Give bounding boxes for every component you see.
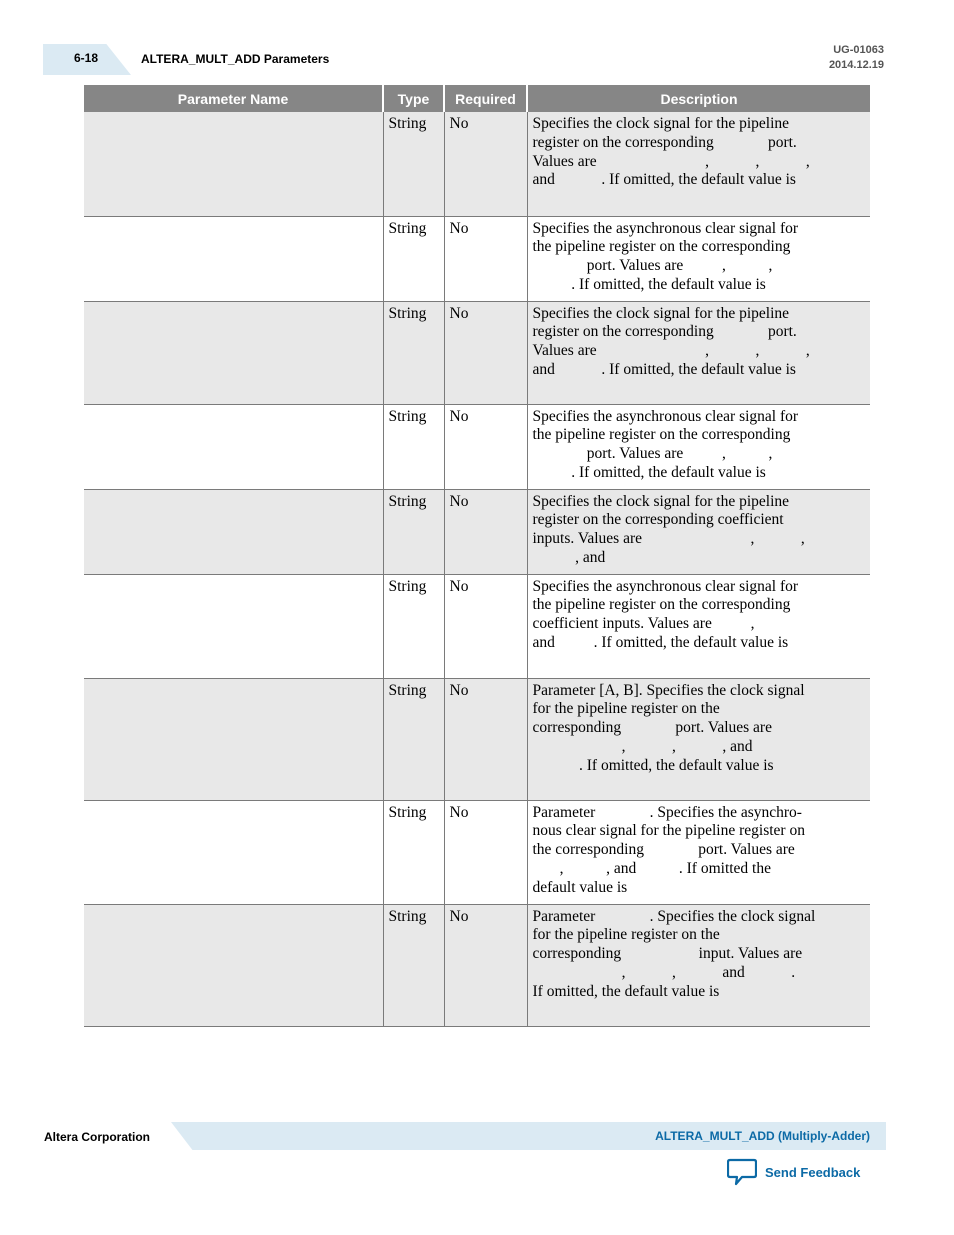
description-cell [527,904,870,1026]
description-line: and . If omitted, the default value is [532,171,796,189]
send-feedback-link[interactable] [727,1157,860,1187]
table-row [84,489,870,574]
parameter-name-cell [84,112,383,216]
description-line: register on the corresponding coefficient [532,511,784,529]
parameter-name-cell [84,574,383,678]
description-line: Parameter [A, B]. Specifies the clock signal [532,681,805,699]
description-line: port. Values are , , [532,445,773,463]
description-cell [527,574,870,678]
description-line: inputs. Values are , , [532,530,805,548]
description-line: Parameter . Specifies the asynchro- [532,803,802,821]
type-cell: String [383,678,444,800]
required-cell: No [444,574,527,678]
column-header-required: Required [444,85,527,112]
parameter-name-cell [84,489,383,574]
description-line: corresponding input. Values are [532,945,803,963]
description-line: the pipeline register on the corresponding [532,596,791,614]
description-line: , , and . If omitted the [532,859,771,877]
description-line: port. Values are , , [532,257,773,275]
description-line: Specifies the clock signal for the pipeline [532,115,790,132]
parameters-table [84,85,870,1027]
type-cell: String [383,112,444,216]
description-line: Specifies the asynchronous clear signal for [532,577,799,595]
description-cell [527,404,870,489]
doc-id-block [829,43,884,73]
type-cell: String [383,404,444,489]
table-row [84,800,870,904]
description-line: Specifies the asynchronous clear signal for [532,219,799,237]
description-line: the pipeline register on the corresponding [532,426,791,444]
description-line: coefficient inputs. Values are , [532,615,755,633]
required-cell: No [444,800,527,904]
description-line: corresponding port. Values are [532,719,772,737]
type-cell: String [383,301,444,404]
column-header-type: Type [383,85,444,112]
description-line: Parameter . Specifies the clock signal [532,907,816,925]
table-row [84,404,870,489]
footer-company: Altera Corporation [44,1130,151,1144]
table-row [84,301,870,404]
parameter-name-cell [84,404,383,489]
type-cell: String [383,489,444,574]
required-cell: No [444,489,527,574]
type-cell: String [383,904,444,1026]
send-feedback-label[interactable]: Send Feedback [765,1164,861,1180]
description-line: Specifies the clock signal for the pipeline [532,492,790,510]
description-line: the pipeline register on the corresponding [532,238,791,256]
description-cell [527,489,870,574]
required-cell: No [444,904,527,1026]
doc-id: UG-01063 [833,44,884,56]
parameter-name-cell [84,216,383,301]
type-cell: String [383,216,444,301]
parameter-name-cell [84,678,383,800]
description-cell [527,112,870,216]
parameter-name-cell [84,301,383,404]
description-line: . If omitted, the default value is [532,756,774,774]
description-line: Specifies the asynchronous clear signal for [532,407,799,425]
description-line: nous clear signal for the pipeline register on [532,822,805,840]
description-line: . If omitted, the default value is [532,275,766,293]
description-line: . If omitted, the default value is [532,463,766,481]
description-cell [527,301,870,404]
description-line: , , and . [532,963,796,981]
description-line: and . If omitted, the default value is [532,360,796,378]
parameter-name-cell [84,800,383,904]
table-row [84,678,870,800]
table-row [84,216,870,301]
footer-doc-title[interactable]: ALTERA_MULT_ADD (Multiply-Adder) [655,1129,870,1143]
description-cell [527,216,870,301]
type-cell: String [383,800,444,904]
table-header-row [84,85,870,112]
description-line: the corresponding port. Values are [532,841,795,859]
required-cell: No [444,216,527,301]
description-line: default value is [532,878,628,896]
doc-date: 2014.12.19 [828,59,884,71]
column-header-description: Description [527,85,870,112]
required-cell: No [444,404,527,489]
required-cell: No [444,301,527,404]
description-line: for the pipeline register on the [532,700,720,718]
required-cell: No [444,112,527,216]
description-line: for the pipeline register on the [532,926,720,944]
page-number: 6-18 [74,51,99,65]
parameter-name-cell [84,904,383,1026]
description-line: Values are , , , [532,152,810,170]
section-title: ALTERA_MULT_ADD Parameters [141,52,330,66]
description-cell [527,800,870,904]
description-line: If omitted, the default value is [532,982,720,1000]
description-line: , , , and [532,737,753,755]
description-cell [527,678,870,800]
description-line: Specifies the clock signal for the pipeline [532,304,790,322]
description-line: and . If omitted, the default value is [532,633,789,651]
description-line: register on the corresponding port. [532,323,797,341]
speech-bubble-icon [727,1158,757,1186]
column-header-parameter-name: Parameter Name [84,85,383,112]
required-cell: No [444,678,527,800]
description-line: , and [532,548,606,566]
description-line: register on the corresponding port. [532,133,797,151]
type-cell: String [383,574,444,678]
table-row [84,904,870,1026]
description-line: Values are , , , [532,342,810,360]
table-row [84,574,870,678]
table-row [84,112,870,216]
